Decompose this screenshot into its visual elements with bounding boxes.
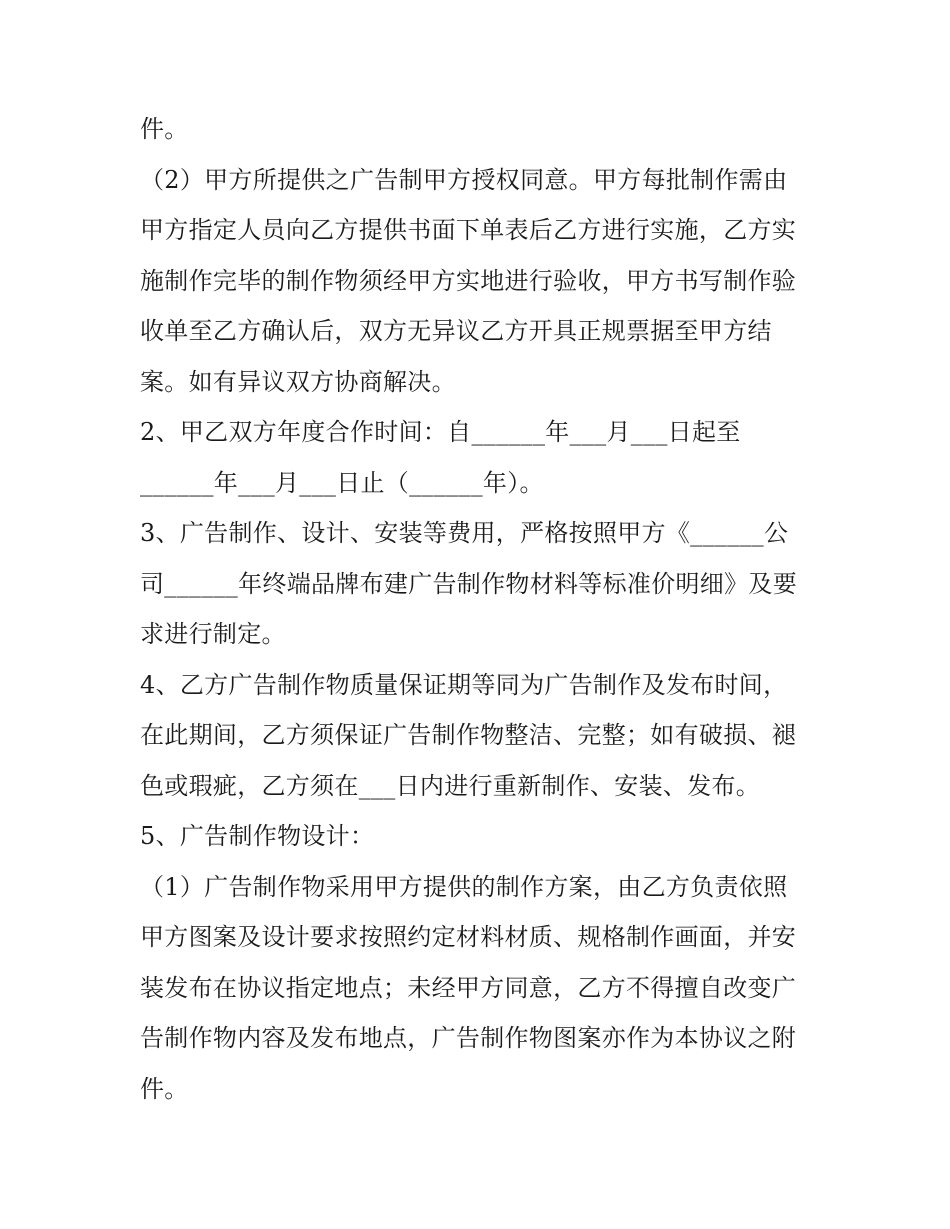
text-line: 件。	[140, 115, 189, 143]
text-line: 2、甲乙双方年度合作时间：自______年___月___日起至	[140, 418, 741, 446]
document-body	[140, 104, 820, 1114]
text-line: 施制作完毕的制作物须经甲方实地进行验收，甲方书写制作验	[140, 266, 797, 295]
text-line: 装发布在协议指定地点；未经甲方同意，乙方不得擅自改变广	[140, 973, 797, 1002]
text-line: 甲方图案及设计要求按照约定材料材质、规格制作画面，并安	[140, 923, 797, 951]
text-line: 收单至乙方确认后，双方无异议乙方开具正规票据至甲方结	[140, 317, 772, 345]
text-line: 司______年终端品牌布建广告制作物材料等标准价明细》及要	[140, 569, 797, 598]
text-line: 求进行制定。	[140, 620, 286, 648]
text-line: （1）广告制作物采用甲方提供的制作方案，由乙方负责依照	[140, 872, 788, 901]
text-line: 在此期间，乙方须保证广告制作物整洁、完整；如有破损、褪	[140, 721, 797, 749]
text-line: ______年___月___日止（______年）。	[140, 468, 544, 497]
text-line: 件。	[140, 1074, 189, 1103]
text-line: （2）甲方所提供之广告制甲方授权同意。甲方每批制作需由	[140, 165, 788, 194]
text-line: 5、广告制作物设计：	[140, 822, 375, 850]
text-line: 案。如有异议双方协商解决。	[140, 367, 456, 396]
text-line: 色或瑕疵，乙方须在___日内进行重新制作、安装、发布。	[140, 771, 761, 800]
text-line: 告制作物内容及发布地点，广告制作物图案亦作为本协议之附	[140, 1024, 797, 1052]
text-line: 甲方指定人员向乙方提供书面下单表后乙方进行实施，乙方实	[140, 216, 797, 244]
text-line: 4、乙方广告制作物质量保证期等同为广告制作及发布时间，	[140, 670, 788, 699]
text-line: 3、广告制作、设计、安装等费用，严格按照甲方《______公	[140, 519, 789, 547]
